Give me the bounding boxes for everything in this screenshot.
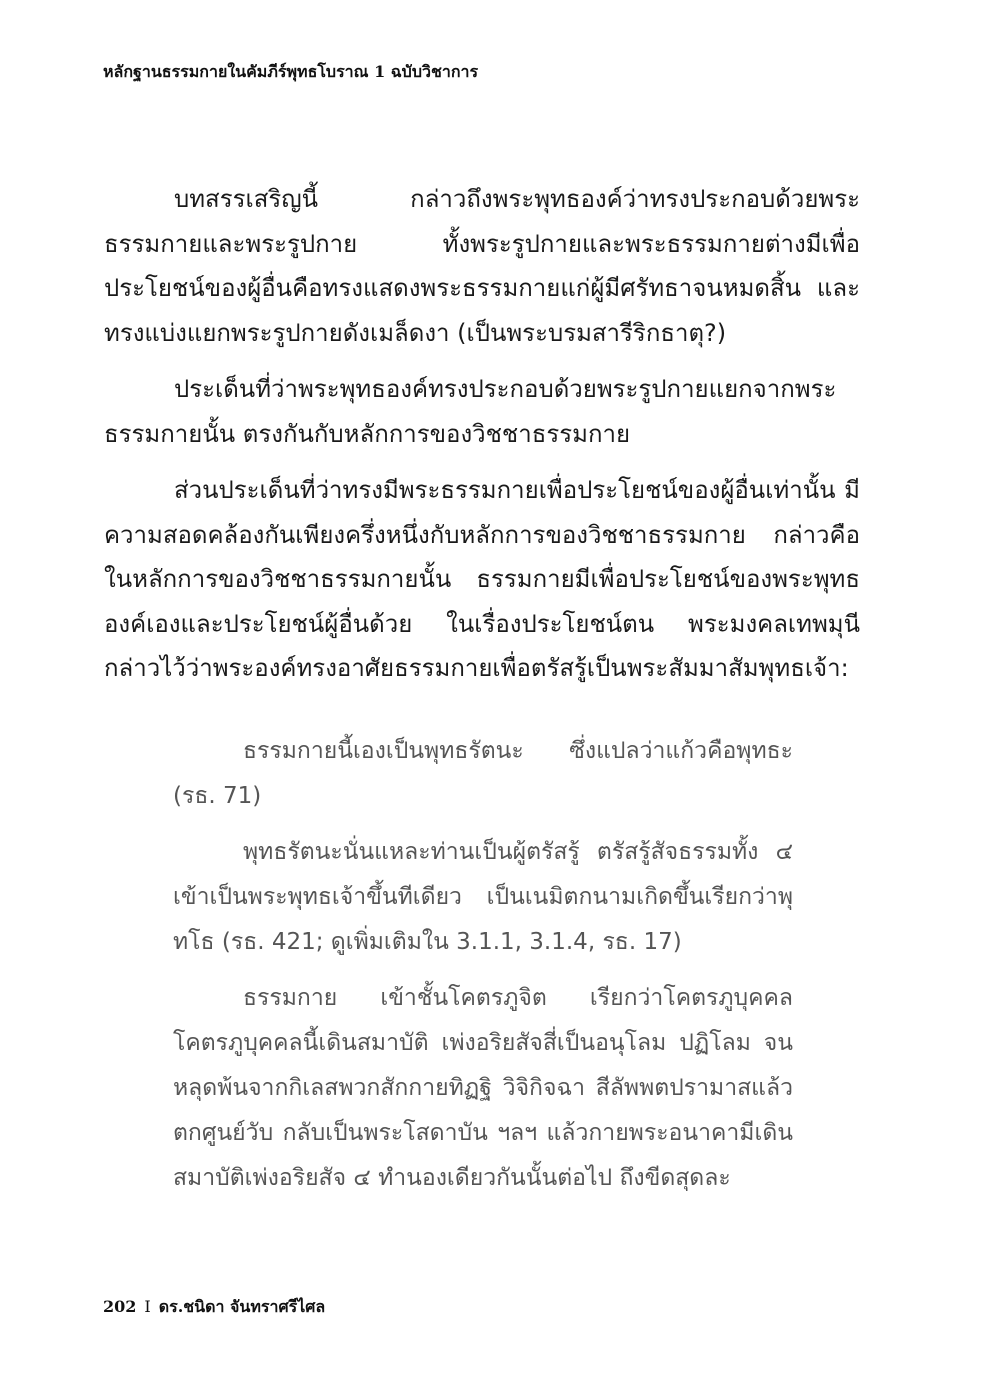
author-name: ดร.ชนิดา จันทราศรีไศล: [158, 1297, 326, 1316]
quote-paragraph: ธรรมกายนี้เองเป็นพุทธรัตนะ ซึ่งแปลว่าแก้วคือพุทธะ (รธ. 71): [173, 738, 793, 809]
quote-paragraph: ธรรมกาย เข้าชั้นโคตรภูจิต เรียกว่าโคตรภูบุคคล โคตรภูบุคคลนี้เดินสมาบัติ เพ่งอริยสัจสี่เป็นอนุโลม ปฏิโลม จนหลุดพ้นจากกิเลสพวกสักกายทิฏฐิ วิจิกิจฉา สีลัพพตปรามาสแล้วตกศูนย์วับ กลับเป็นพระโสดาบัน ฯลฯ แล้วกายพระอนาคามีเดินสมาบัติเพ่งอริยสัจ ๔ ทำนองเดียวกันนั้นต่อไป ถึงขีดสุดละ: [173, 985, 793, 1191]
body-paragraph: ประเด็นที่ว่าพระพุทธองค์ทรงประกอบด้วยพระรูปกายแยกจากพระธรรมกายนั้น ตรงกันกับหลักการของวิชชาธรรมกาย: [104, 375, 837, 448]
page-footer: [103, 1295, 325, 1320]
footer-separator: I: [144, 1297, 151, 1316]
block-quote: [173, 729, 793, 1212]
quote-paragraph: พุทธรัตนะนั่นแหละท่านเป็นผู้ตรัสรู้ ตรัสรู้สัจธรรมทั้ง ๔ เข้าเป็นพระพุทธเจ้าขึ้นทีเดียว เป็นเนมิตกนามเกิดขึ้นเรียกว่าพุทโธ (รธ. 421; ดูเพิ่มเติมใน 3.1.1, 3.1.4, รธ. 17): [173, 839, 793, 955]
body-paragraph: ส่วนประเด็นที่ว่าทรงมีพระธรรมกายเพื่อประโยชน์ของผู้อื่นเท่านั้น มีความสอดคล้องกันเพียงครึ่งหนึ่งกับหลักการของวิชชาธรรมกาย กล่าวคือ ในหลักการของวิชชาธรรมกายนั้น ธรรมกายมีเพื่อประโยชน์ของพระพุทธองค์เองและประโยชน์ผู้อื่นด้วย ในเรื่องประโยชน์ตน พระมงคลเทพมุนีกล่าวไว้ว่าพระองค์ทรงอาศัยธรรมกายเพื่อตรัสรู้เป็นพระสัมมาสัมพุทธเจ้า:: [104, 476, 860, 682]
body-paragraph: บทสรรเสริญนี้ กล่าวถึงพระพุทธองค์ว่าทรงประกอบด้วยพระธรรมกายและพระรูปกาย ทั้งพระรูปกายและพระธรรมกายต่างมีเพื่อประโยชน์ของผู้อื่นคือทรงแสดงพระธรรมกายแก่ผู้มีศรัทธาจนหมดสิ้น และทรงแบ่งแยกพระรูปกายดังเมล็ดงา (เป็นพระบรมสารีริกธาตุ?): [104, 185, 860, 347]
page-number: 202: [103, 1297, 137, 1316]
main-text: [104, 177, 860, 703]
running-title: หลักฐานธรรมกายในคัมภีร์พุทธโบราณ 1 ฉบับวิชาการ: [103, 62, 479, 81]
running-header: [103, 60, 923, 85]
